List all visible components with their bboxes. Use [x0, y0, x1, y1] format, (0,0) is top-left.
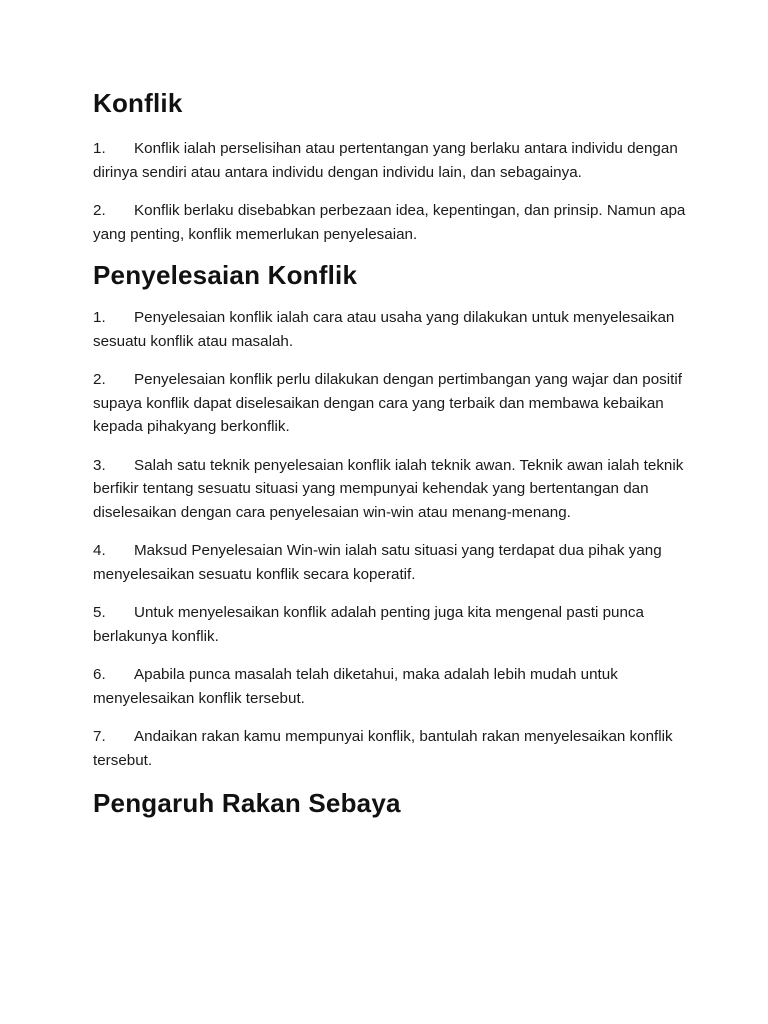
section-heading-pengaruh-rakan-sebaya: Pengaruh Rakan Sebaya — [93, 788, 401, 818]
item-text: Penyelesaian konflik perlu dilakukan dengan pertimbangan yang wajar dan positif supaya konflik dapat diselesaikan dengan cara yang terbaik dan membawa kebaikan kepada pihakyang berkonflik. — [93, 371, 682, 435]
list-item — [93, 725, 713, 772]
item-number: 3. — [93, 456, 106, 474]
item-number: 5. — [93, 604, 106, 621]
section-heading-konflik: Konflik — [93, 88, 183, 118]
item-text: Apabila punca masalah telah diketahui, maka adalah lebih mudah untuk menyelesaikan konflik tersebut. — [93, 666, 618, 707]
item-text: Konflik ialah perselisihan atau pertentangan yang berlaku antara individu dengan dirinya sendiri atau antara individu dengan individu lain, dan sebagainya. — [93, 140, 678, 181]
list-item — [93, 663, 713, 710]
item-text: Maksud Penyelesaian Win-win ialah satu situasi yang terdapat dua pihak yang menyelesaikan sesuatu konflik secara koperatif. — [93, 542, 662, 583]
list-item — [93, 539, 713, 586]
item-number: 1. — [93, 140, 106, 157]
item-text: Andaikan rakan kamu mempunyai konflik, bantulah rakan menyelesaikan konflik tersebut. — [93, 728, 673, 769]
section-penyelesaian-konflik — [93, 306, 713, 772]
list-item — [93, 199, 713, 246]
list-item — [93, 454, 713, 525]
item-number: 2. — [93, 371, 106, 388]
item-text: Untuk menyelesaikan konflik adalah penting juga kita mengenal pasti punca berlakunya konflik. — [93, 604, 644, 645]
item-text: Salah satu teknik penyelesaian konflik ialah teknik awan. Teknik awan ialah teknik berfikir tentang sesuatu situasi yang mempunyai kehendak yang bertentangan dan diselesaikan dengan cara penyelesaian win-win atau menang-menang. — [93, 456, 684, 521]
item-number: 1. — [93, 309, 106, 326]
item-text: Konflik berlaku disebabkan perbezaan idea, kepentingan, dan prinsip. Namun apa yang penting, konflik memerlukan penyelesaian. — [93, 202, 686, 243]
list-item — [93, 601, 713, 648]
list-item — [93, 368, 713, 439]
list-item — [93, 306, 713, 353]
list-item — [93, 137, 713, 184]
item-number: 4. — [93, 542, 106, 559]
item-number: 2. — [93, 202, 106, 219]
item-number: 7. — [93, 728, 106, 745]
section-heading-penyelesaian-konflik: Penyelesaian Konflik — [93, 260, 358, 290]
item-text: Penyelesaian konflik ialah cara atau usaha yang dilakukan untuk menyelesaikan sesuatu konflik atau masalah. — [93, 309, 675, 350]
item-number: 6. — [93, 666, 106, 683]
document-page — [93, 86, 713, 820]
